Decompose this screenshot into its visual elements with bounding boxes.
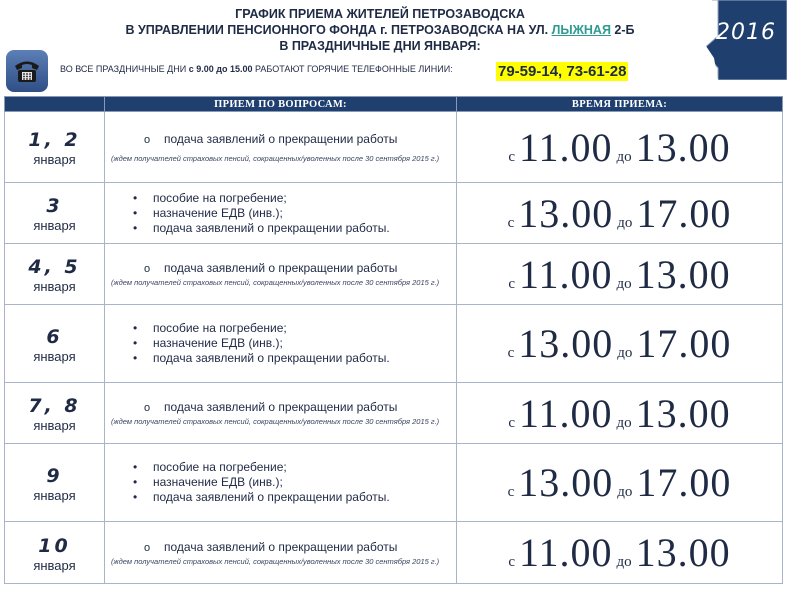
table-row [5, 383, 783, 444]
list-item-text: пособие на погребение; [153, 460, 287, 474]
list-item-text: пособие на погребение; [153, 190, 287, 205]
list-item [133, 191, 456, 206]
time-cell [457, 244, 783, 305]
date-number: 6 [46, 325, 63, 348]
dot-bullet-icon: • [133, 220, 138, 235]
date-month: января [33, 152, 76, 167]
list-item-text: подача заявлений о прекращении работы. [153, 220, 390, 235]
topic-item [111, 132, 456, 148]
circle-bullet-icon: o [144, 402, 151, 414]
time-column-header: ВРЕМЯ ПРИЕМА: [457, 97, 783, 112]
date-month: января [33, 279, 76, 294]
time-to: 17.00 [636, 190, 732, 236]
list-item [133, 321, 456, 336]
list-item-text: назначение ЕДВ (инв.); [153, 336, 283, 350]
topic-cell [105, 112, 457, 183]
time-from: 13.00 [518, 321, 614, 366]
topic-note: (ждем получателей страховых пенсий, сокращенных/уволенных после 30 сентября 2015 г.) [111, 278, 440, 287]
telephone-icon [6, 50, 48, 92]
topic-note: (ждем получателей страховых пенсий, сокращенных/уволенных после 30 сентября 2015 г.) [111, 417, 440, 426]
time-from-word: с [508, 554, 515, 570]
time-to: 13.00 [635, 390, 731, 436]
time-cell [457, 444, 783, 522]
time-to-word: до [616, 275, 632, 292]
date-cell [5, 305, 105, 383]
topic-text: подача заявлений о прекращении работы [164, 131, 398, 146]
circle-bullet-icon: o [144, 133, 151, 146]
hotline-suffix: РАБОТАЮТ ГОРЯЧИЕ ТЕЛЕФОННЫЕ ЛИНИИ: [252, 64, 453, 74]
hotline-prefix: ВО ВСЕ ПРАЗДНИЧНЫЕ ДНИ [60, 64, 189, 74]
date-month: января [33, 557, 76, 573]
year-banner [690, 0, 787, 80]
topic-note: (ждем получателей страховых пенсий, сокращенных/уволенных после 30 сентября 2015 г.) [111, 556, 440, 566]
time-to: 17.00 [636, 460, 732, 505]
time-to-word: до [617, 484, 633, 500]
date-month: января [33, 487, 76, 503]
time-from-word: с [507, 484, 515, 500]
list-item [133, 221, 456, 236]
time-from-word: с [508, 275, 515, 292]
topic-item [111, 540, 456, 556]
topic-list [111, 191, 456, 236]
time-from-word: с [507, 214, 515, 231]
topic-item [111, 400, 456, 416]
time-from: 11.00 [519, 251, 613, 297]
time-from: 13.00 [518, 460, 614, 505]
list-item [133, 206, 456, 221]
circle-bullet-icon: o [144, 541, 151, 554]
title-street: ЛЫЖНАЯ [551, 23, 611, 37]
topic-text: подача заявлений о прекращении работы [164, 400, 398, 414]
date-number: 7, 8 [28, 395, 81, 417]
date-number: 10 [38, 534, 71, 557]
date-cell [5, 244, 105, 305]
time-to-word: до [617, 345, 633, 361]
time-to: 13.00 [635, 530, 731, 575]
date-cell [5, 383, 105, 444]
date-month: января [33, 218, 76, 233]
dot-bullet-icon: • [133, 490, 138, 504]
time-cell [457, 305, 783, 383]
topic-cell [105, 183, 457, 244]
time-from: 13.00 [518, 190, 614, 236]
telephone-glyph [12, 57, 42, 85]
page-header [0, 0, 787, 95]
date-cell [5, 112, 105, 183]
date-column-header [5, 97, 105, 112]
date-number: 3 [46, 195, 63, 217]
time-to-word: до [617, 214, 633, 231]
topic-cell [105, 444, 457, 522]
date-month: января [33, 418, 76, 433]
topic-text: подача заявлений о прекращении работы [164, 539, 398, 554]
time-cell [457, 183, 783, 244]
table-row [5, 444, 783, 522]
dot-bullet-icon: • [133, 336, 138, 350]
hotline-hours: с 9.00 до 15.00 [188, 64, 253, 74]
dot-bullet-icon: • [133, 460, 138, 474]
hotline-text [60, 64, 453, 74]
table-row [5, 244, 783, 305]
topic-item [111, 261, 456, 277]
list-item-text: пособие на погребение; [153, 321, 287, 335]
table-row [5, 305, 783, 383]
time-to-word: до [616, 414, 632, 431]
topic-note: (ждем получателей страховых пенсий, сокращенных/уволенных после 30 сентября 2015 г.) [111, 153, 440, 163]
title-line-3: В ПРАЗДНИЧНЫЕ ДНИ ЯНВАРЯ: [279, 39, 481, 53]
time-to: 17.00 [636, 321, 732, 366]
year-label: 2016 [716, 20, 776, 45]
dot-bullet-icon: • [133, 321, 138, 335]
dot-bullet-icon: • [133, 205, 138, 220]
list-item-text: назначение ЕДВ (инв.); [153, 475, 283, 489]
date-number: 9 [46, 464, 63, 487]
date-number: 4, 5 [28, 256, 81, 278]
title-street-number: 2-Б [610, 23, 635, 37]
table-row [5, 183, 783, 244]
topic-cell [105, 522, 457, 584]
time-from: 11.00 [519, 530, 613, 575]
hotline-phone-numbers: 79-59-14, 73-61-28 [498, 63, 627, 80]
time-to-word: до [616, 554, 632, 570]
list-item [133, 351, 456, 366]
time-to-word: до [616, 148, 632, 165]
table-row [5, 112, 783, 183]
schedule-table [4, 96, 783, 584]
topic-cell [105, 244, 457, 305]
topic-cell [105, 305, 457, 383]
time-from-word: с [507, 345, 515, 361]
topics-column-header: ПРИЕМ ПО ВОПРОСАМ: [105, 97, 457, 112]
dot-bullet-icon: • [133, 475, 138, 489]
list-item-text: подача заявлений о прекращении работы. [153, 490, 390, 504]
page-title [60, 6, 700, 54]
topic-cell [105, 383, 457, 444]
dot-bullet-icon: • [133, 351, 138, 365]
list-item [133, 475, 456, 490]
time-from: 11.00 [519, 390, 613, 436]
title-line-2 [60, 22, 700, 38]
time-from-word: с [508, 414, 515, 431]
table-row [5, 522, 783, 584]
list-item [133, 460, 456, 475]
list-item-text: подача заявлений о прекращении работы. [153, 351, 390, 365]
date-month: января [33, 348, 76, 364]
time-cell [457, 112, 783, 183]
dot-bullet-icon: • [133, 190, 138, 205]
list-item [133, 336, 456, 351]
time-cell [457, 522, 783, 584]
date-cell [5, 522, 105, 584]
topic-list [111, 460, 456, 505]
date-number: 1, 2 [28, 129, 81, 151]
table-header-row [5, 97, 783, 112]
date-cell [5, 183, 105, 244]
circle-bullet-icon: o [144, 263, 151, 275]
list-item-text: назначение ЕДВ (инв.); [153, 205, 283, 220]
time-to: 13.00 [635, 124, 731, 170]
topic-list [111, 321, 456, 366]
time-cell [457, 383, 783, 444]
topic-text: подача заявлений о прекращении работы [164, 261, 398, 275]
title-line-1: ГРАФИК ПРИЕМА ЖИТЕЛЕЙ ПЕТРОЗАВОДСКА [235, 7, 525, 21]
time-from-word: с [508, 148, 515, 165]
date-cell [5, 444, 105, 522]
title-line-2-prefix: В УПРАВЛЕНИИ ПЕНСИОННОГО ФОНДА г. ПЕТРОЗАВОДСКА НА УЛ. [125, 23, 552, 37]
time-to: 13.00 [635, 251, 731, 297]
list-item [133, 490, 456, 505]
time-from: 11.00 [519, 124, 613, 170]
